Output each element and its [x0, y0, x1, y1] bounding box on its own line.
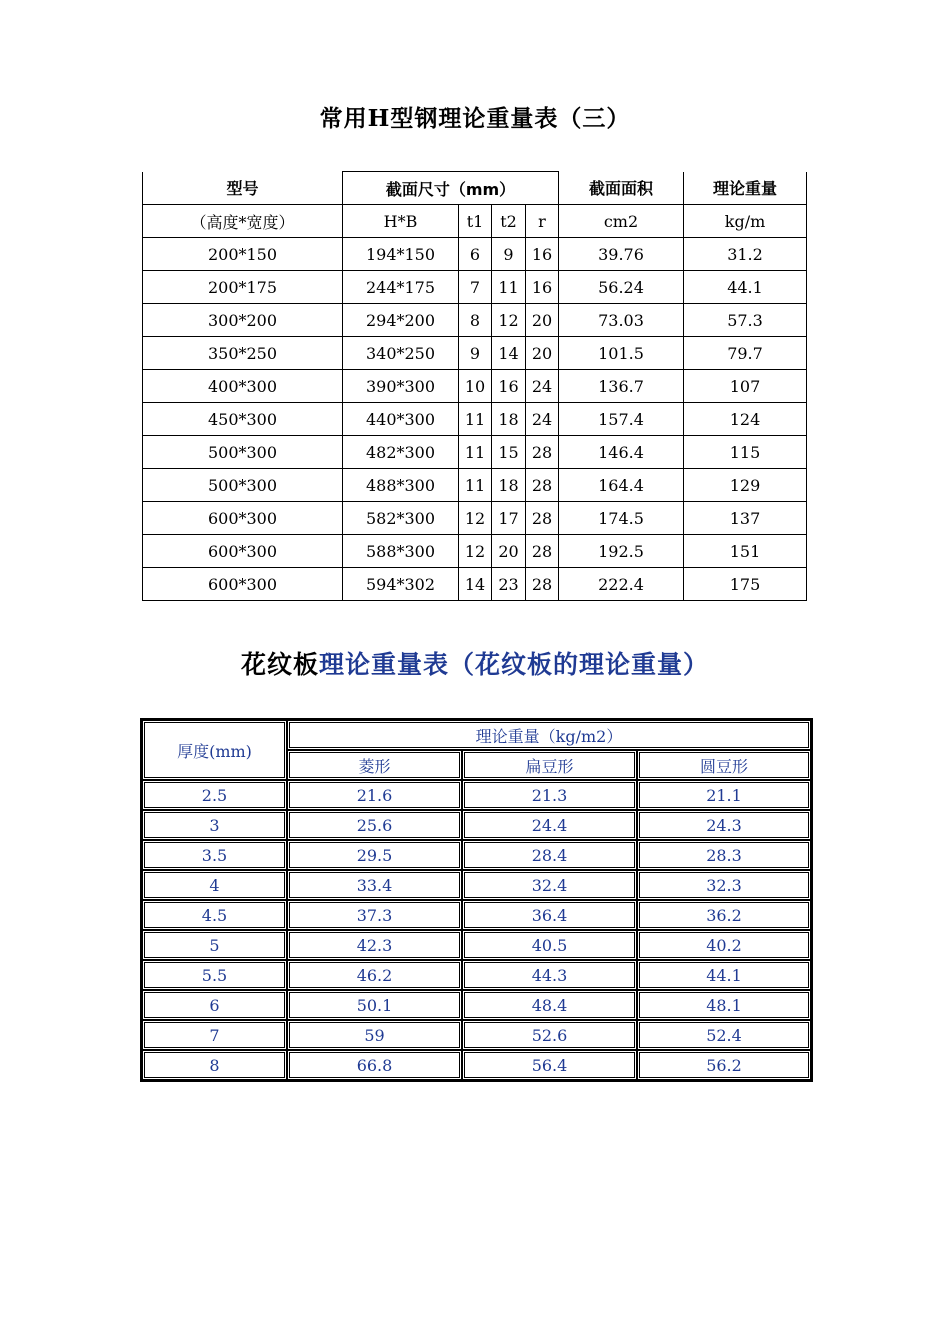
table-row: [142, 900, 811, 930]
title-part-2: 理论重量表（花纹板的理论重量）: [319, 650, 710, 679]
table-cell: 52.4: [637, 1020, 811, 1050]
table-cell: 4: [142, 870, 287, 900]
table-cell: 12: [459, 535, 492, 568]
table-cell: 244*175: [343, 271, 459, 304]
table-cell: 200*150: [143, 238, 343, 271]
subheader-weight-unit: kg/m: [684, 205, 807, 238]
table-cell: 129: [684, 469, 807, 502]
table-cell: 137: [684, 502, 807, 535]
h-beam-weight-table: [142, 171, 807, 601]
table-cell: 300*200: [143, 304, 343, 337]
table-cell: 33.4: [287, 870, 462, 900]
table-cell: 600*300: [143, 535, 343, 568]
table-cell: 28: [526, 436, 559, 469]
table-cell: 11: [459, 469, 492, 502]
table-row: [142, 990, 811, 1020]
table-cell: 17: [492, 502, 526, 535]
table-row: [142, 1020, 811, 1050]
table-cell: 20: [526, 304, 559, 337]
table-cell: 11: [492, 271, 526, 304]
table-cell: 24.4: [462, 810, 637, 840]
table-cell: 488*300: [343, 469, 459, 502]
table-cell: 66.8: [287, 1050, 462, 1080]
table-cell: 151: [684, 535, 807, 568]
table-cell: 59: [287, 1020, 462, 1050]
subheader-t2: t2: [492, 205, 526, 238]
table-row: [143, 337, 807, 370]
header-thickness: 厚度(mm): [142, 720, 287, 780]
table-cell: 594*302: [343, 568, 459, 601]
table-row: [142, 870, 811, 900]
header-theoretical-weight: 理论重量（kg/m2）: [287, 720, 811, 750]
table-cell: 390*300: [343, 370, 459, 403]
table-cell: 23: [492, 568, 526, 601]
table-row: [143, 502, 807, 535]
table-row: [142, 930, 811, 960]
table-cell: 16: [492, 370, 526, 403]
table-cell: 39.76: [559, 238, 684, 271]
subheader-t1: t1: [459, 205, 492, 238]
table-cell: 174.5: [559, 502, 684, 535]
table-cell: 40.2: [637, 930, 811, 960]
table-header-row: [142, 720, 811, 750]
table-cell: 450*300: [143, 403, 343, 436]
checker-plate-weight-table: [140, 718, 813, 1082]
table-cell: 3.5: [142, 840, 287, 870]
table-cell: 57.3: [684, 304, 807, 337]
table-cell: 16: [526, 238, 559, 271]
table-cell: 25.6: [287, 810, 462, 840]
table-cell: 164.4: [559, 469, 684, 502]
table-cell: 4.5: [142, 900, 287, 930]
table-cell: 36.2: [637, 900, 811, 930]
table-cell: 10: [459, 370, 492, 403]
table-cell: 21.1: [637, 780, 811, 810]
table-cell: 79.7: [684, 337, 807, 370]
header-area: 截面面积: [559, 172, 684, 205]
table-row: [143, 304, 807, 337]
table-cell: 56.24: [559, 271, 684, 304]
table-cell: 20: [492, 535, 526, 568]
table-cell: 222.4: [559, 568, 684, 601]
table-cell: 6: [142, 990, 287, 1020]
table-cell: 157.4: [559, 403, 684, 436]
table-cell: 44.3: [462, 960, 637, 990]
table-cell: 12: [492, 304, 526, 337]
header-lentil: 扁豆形: [462, 750, 637, 780]
table-cell: 294*200: [343, 304, 459, 337]
table-row: [143, 403, 807, 436]
table-cell: 107: [684, 370, 807, 403]
header-model: 型号: [143, 172, 343, 205]
table-cell: 14: [459, 568, 492, 601]
table-cell: 24: [526, 403, 559, 436]
checker-plate-table-body: [142, 780, 811, 1080]
subheader-r: r: [526, 205, 559, 238]
subheader-model: （高度*宽度）: [143, 205, 343, 238]
table-cell: 350*250: [143, 337, 343, 370]
header-round-bean: 圆豆形: [637, 750, 811, 780]
table-row: [143, 436, 807, 469]
table-cell: 44.1: [684, 271, 807, 304]
subheader-area-unit: cm2: [559, 205, 684, 238]
table-cell: 136.7: [559, 370, 684, 403]
table-row: [143, 469, 807, 502]
table-cell: 9: [492, 238, 526, 271]
table-cell: 482*300: [343, 436, 459, 469]
table-cell: 31.2: [684, 238, 807, 271]
table-cell: 29.5: [287, 840, 462, 870]
table-cell: 600*300: [143, 502, 343, 535]
table-cell: 32.4: [462, 870, 637, 900]
table-cell: 9: [459, 337, 492, 370]
table-cell: 40.5: [462, 930, 637, 960]
table-cell: 11: [459, 403, 492, 436]
table-cell: 28.3: [637, 840, 811, 870]
table-cell: 8: [459, 304, 492, 337]
table-cell: 21.6: [287, 780, 462, 810]
table-cell: 3: [142, 810, 287, 840]
table-row: [143, 238, 807, 271]
table-cell: 500*300: [143, 436, 343, 469]
table-cell: 18: [492, 469, 526, 502]
table-cell: 56.2: [637, 1050, 811, 1080]
table-row: [143, 271, 807, 304]
subheader-hb: H*B: [343, 205, 459, 238]
table-cell: 8: [142, 1050, 287, 1080]
table-cell: 101.5: [559, 337, 684, 370]
table-cell: 56.4: [462, 1050, 637, 1080]
table-cell: 21.3: [462, 780, 637, 810]
table-row: [142, 810, 811, 840]
table-cell: 5: [142, 930, 287, 960]
h-beam-table-body: [143, 238, 807, 601]
table-row: [142, 840, 811, 870]
table-cell: 36.4: [462, 900, 637, 930]
table-cell: 14: [492, 337, 526, 370]
table-cell: 28: [526, 535, 559, 568]
table-cell: 16: [526, 271, 559, 304]
table-cell: 50.1: [287, 990, 462, 1020]
table-cell: 192.5: [559, 535, 684, 568]
table-subheader-row: [143, 205, 807, 238]
header-weight: 理论重量: [684, 172, 807, 205]
table-cell: 400*300: [143, 370, 343, 403]
table-cell: 15: [492, 436, 526, 469]
table-cell: 6: [459, 238, 492, 271]
table-cell: 588*300: [343, 535, 459, 568]
table-row: [143, 535, 807, 568]
table-cell: 500*300: [143, 469, 343, 502]
table-header-row: [143, 172, 807, 205]
table-row: [143, 568, 807, 601]
checker-plate-table-title: [0, 645, 950, 681]
table-cell: 7: [142, 1020, 287, 1050]
table-cell: 42.3: [287, 930, 462, 960]
table-cell: 37.3: [287, 900, 462, 930]
table-cell: 2.5: [142, 780, 287, 810]
table-row: [142, 960, 811, 990]
table-cell: 124: [684, 403, 807, 436]
table-cell: 28.4: [462, 840, 637, 870]
h-beam-table-title: 常用H型钢理论重量表（三）: [319, 105, 631, 132]
table-cell: 7: [459, 271, 492, 304]
table-cell: 440*300: [343, 403, 459, 436]
table-cell: 52.6: [462, 1020, 637, 1050]
table-cell: 146.4: [559, 436, 684, 469]
table-cell: 194*150: [343, 238, 459, 271]
table-cell: 12: [459, 502, 492, 535]
table-cell: 24: [526, 370, 559, 403]
header-section-dims: 截面尺寸（mm）: [343, 172, 559, 205]
table-cell: 200*175: [143, 271, 343, 304]
table-cell: 48.4: [462, 990, 637, 1020]
table-cell: 11: [459, 436, 492, 469]
table-cell: 18: [492, 403, 526, 436]
table-cell: 28: [526, 568, 559, 601]
table-row: [142, 780, 811, 810]
table-cell: 32.3: [637, 870, 811, 900]
title-part-1: 花纹板: [240, 650, 319, 679]
header-diamond: 菱形: [287, 750, 462, 780]
table-cell: 115: [684, 436, 807, 469]
table-cell: 46.2: [287, 960, 462, 990]
table-cell: 48.1: [637, 990, 811, 1020]
table-cell: 20: [526, 337, 559, 370]
table-cell: 28: [526, 469, 559, 502]
table-cell: 175: [684, 568, 807, 601]
table-cell: 600*300: [143, 568, 343, 601]
table-cell: 73.03: [559, 304, 684, 337]
table-cell: 24.3: [637, 810, 811, 840]
table-cell: 44.1: [637, 960, 811, 990]
table-cell: 340*250: [343, 337, 459, 370]
table-cell: 28: [526, 502, 559, 535]
table-cell: 582*300: [343, 502, 459, 535]
table-row: [142, 1050, 811, 1080]
table-row: [143, 370, 807, 403]
table-cell: 5.5: [142, 960, 287, 990]
